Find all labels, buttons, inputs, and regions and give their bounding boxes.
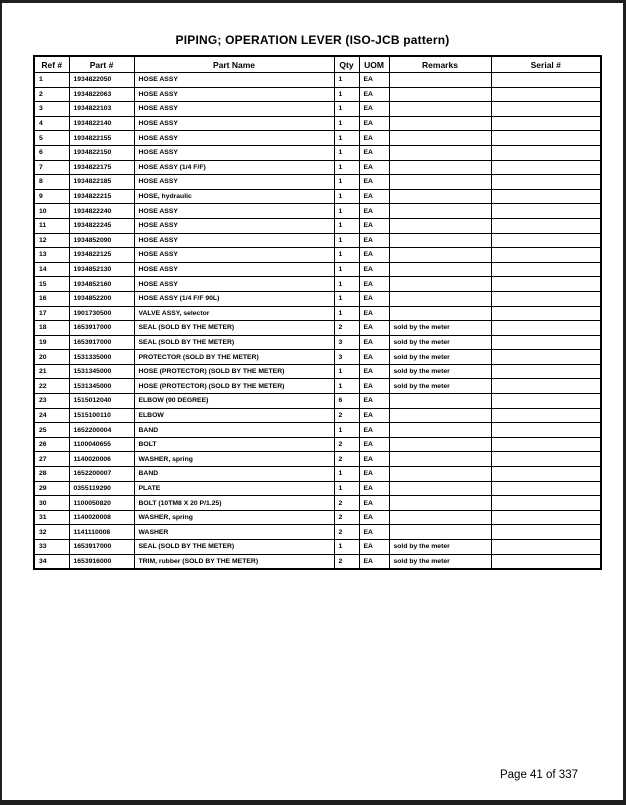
table-row bbox=[34, 496, 601, 511]
remarks-cell bbox=[389, 452, 491, 467]
qty-cell: 1 bbox=[334, 306, 359, 321]
part-number-cell: 1653917000 bbox=[69, 321, 134, 336]
table-row bbox=[34, 145, 601, 160]
qty-cell: 2 bbox=[334, 554, 359, 569]
qty-cell: 1 bbox=[334, 160, 359, 175]
part-name-cell: HOSE ASSY bbox=[134, 145, 334, 160]
serial-cell bbox=[491, 204, 601, 219]
uom-cell: EA bbox=[359, 364, 389, 379]
ref-cell: 23 bbox=[34, 394, 69, 409]
part-name-cell: ELBOW (90 DEGREE) bbox=[134, 394, 334, 409]
remarks-cell: sold by the meter bbox=[389, 335, 491, 350]
part-number-cell: 1531345000 bbox=[69, 364, 134, 379]
table-row bbox=[34, 87, 601, 102]
ref-cell: 25 bbox=[34, 423, 69, 438]
remarks-cell: sold by the meter bbox=[389, 321, 491, 336]
qty-cell: 1 bbox=[334, 189, 359, 204]
table-row bbox=[34, 452, 601, 467]
serial-cell bbox=[491, 321, 601, 336]
header-remarks: Remarks bbox=[389, 56, 491, 73]
remarks-cell bbox=[389, 175, 491, 190]
ref-cell: 16 bbox=[34, 291, 69, 306]
uom-cell: EA bbox=[359, 394, 389, 409]
serial-cell bbox=[491, 496, 601, 511]
part-number-cell: 1934852160 bbox=[69, 277, 134, 292]
page-number: Page 41 of 337 bbox=[499, 769, 578, 781]
uom-cell: EA bbox=[359, 379, 389, 394]
qty-cell: 1 bbox=[334, 233, 359, 248]
qty-cell: 2 bbox=[334, 496, 359, 511]
qty-cell: 1 bbox=[334, 102, 359, 117]
serial-cell bbox=[491, 233, 601, 248]
ref-cell: 12 bbox=[34, 233, 69, 248]
uom-cell: EA bbox=[359, 291, 389, 306]
header-qty: Qty bbox=[334, 56, 359, 73]
part-number-cell: 1100040655 bbox=[69, 437, 134, 452]
table-row bbox=[34, 160, 601, 175]
ref-cell: 26 bbox=[34, 437, 69, 452]
ref-cell: 22 bbox=[34, 379, 69, 394]
ref-cell: 27 bbox=[34, 452, 69, 467]
uom-cell: EA bbox=[359, 277, 389, 292]
part-number-cell: 1934822150 bbox=[69, 145, 134, 160]
ref-cell: 15 bbox=[34, 277, 69, 292]
part-number-cell: 1934822125 bbox=[69, 248, 134, 263]
ref-cell: 9 bbox=[34, 189, 69, 204]
remarks-cell: sold by the meter bbox=[389, 364, 491, 379]
remarks-cell bbox=[389, 262, 491, 277]
part-number-cell: 1934822185 bbox=[69, 175, 134, 190]
table-row bbox=[34, 379, 601, 394]
uom-cell: EA bbox=[359, 496, 389, 511]
remarks-cell bbox=[389, 291, 491, 306]
uom-cell: EA bbox=[359, 481, 389, 496]
serial-cell bbox=[491, 277, 601, 292]
ref-cell: 14 bbox=[34, 262, 69, 277]
table-row bbox=[34, 277, 601, 292]
part-number-cell: 1141110008 bbox=[69, 525, 134, 540]
ref-cell: 30 bbox=[34, 496, 69, 511]
ref-cell: 33 bbox=[34, 540, 69, 555]
part-name-cell: HOSE ASSY bbox=[134, 175, 334, 190]
part-name-cell: PLATE bbox=[134, 481, 334, 496]
remarks-cell bbox=[389, 160, 491, 175]
uom-cell: EA bbox=[359, 510, 389, 525]
part-name-cell: HOSE ASSY bbox=[134, 218, 334, 233]
ref-cell: 10 bbox=[34, 204, 69, 219]
remarks-cell bbox=[389, 408, 491, 423]
table-row bbox=[34, 102, 601, 117]
uom-cell: EA bbox=[359, 540, 389, 555]
remarks-cell bbox=[389, 496, 491, 511]
serial-cell bbox=[491, 408, 601, 423]
part-name-cell: HOSE ASSY bbox=[134, 233, 334, 248]
header-part: Part # bbox=[69, 56, 134, 73]
serial-cell bbox=[491, 437, 601, 452]
part-name-cell: HOSE (PROTECTOR) (SOLD BY THE METER) bbox=[134, 379, 334, 394]
part-number-cell: 0355119290 bbox=[69, 481, 134, 496]
ref-cell: 5 bbox=[34, 131, 69, 146]
remarks-cell: sold by the meter bbox=[389, 554, 491, 569]
part-name-cell: BOLT (10TM8 X 20 P/1.25) bbox=[134, 496, 334, 511]
uom-cell: EA bbox=[359, 233, 389, 248]
table-row bbox=[34, 291, 601, 306]
uom-cell: EA bbox=[359, 175, 389, 190]
remarks-cell bbox=[389, 218, 491, 233]
table-row bbox=[34, 131, 601, 146]
serial-cell bbox=[491, 510, 601, 525]
part-name-cell: BAND bbox=[134, 467, 334, 482]
qty-cell: 2 bbox=[334, 321, 359, 336]
uom-cell: EA bbox=[359, 160, 389, 175]
ref-cell: 6 bbox=[34, 145, 69, 160]
part-name-cell: WASHER, spring bbox=[134, 510, 334, 525]
serial-cell bbox=[491, 540, 601, 555]
part-number-cell: 1531345000 bbox=[69, 379, 134, 394]
serial-cell bbox=[491, 554, 601, 569]
table-row bbox=[34, 116, 601, 131]
qty-cell: 1 bbox=[334, 175, 359, 190]
serial-cell bbox=[491, 306, 601, 321]
qty-cell: 1 bbox=[334, 131, 359, 146]
ref-cell: 29 bbox=[34, 481, 69, 496]
part-name-cell: BAND bbox=[134, 423, 334, 438]
part-number-cell: 1934822155 bbox=[69, 131, 134, 146]
part-name-cell: HOSE ASSY bbox=[134, 87, 334, 102]
part-number-cell: 1934822175 bbox=[69, 160, 134, 175]
part-name-cell: PROTECTOR (SOLD BY THE METER) bbox=[134, 350, 334, 365]
remarks-cell bbox=[389, 87, 491, 102]
serial-cell bbox=[491, 116, 601, 131]
qty-cell: 3 bbox=[334, 350, 359, 365]
part-name-cell: SEAL (SOLD BY THE METER) bbox=[134, 335, 334, 350]
ref-cell: 18 bbox=[34, 321, 69, 336]
table-row bbox=[34, 233, 601, 248]
uom-cell: EA bbox=[359, 73, 389, 88]
ref-cell: 1 bbox=[34, 73, 69, 88]
table-row bbox=[34, 525, 601, 540]
part-name-cell: HOSE ASSY bbox=[134, 73, 334, 88]
ref-cell: 2 bbox=[34, 87, 69, 102]
serial-cell bbox=[491, 452, 601, 467]
uom-cell: EA bbox=[359, 467, 389, 482]
part-number-cell: 1515012040 bbox=[69, 394, 134, 409]
qty-cell: 1 bbox=[334, 218, 359, 233]
remarks-cell bbox=[389, 437, 491, 452]
part-name-cell: HOSE (PROTECTOR) (SOLD BY THE METER) bbox=[134, 364, 334, 379]
part-number-cell: 1653916000 bbox=[69, 554, 134, 569]
qty-cell: 1 bbox=[334, 262, 359, 277]
serial-cell bbox=[491, 102, 601, 117]
part-name-cell: HOSE ASSY (1/4 F/F 90L) bbox=[134, 291, 334, 306]
remarks-cell bbox=[389, 510, 491, 525]
parts-table-body bbox=[34, 73, 601, 570]
serial-cell bbox=[491, 175, 601, 190]
parts-table bbox=[33, 55, 602, 570]
uom-cell: EA bbox=[359, 262, 389, 277]
remarks-cell bbox=[389, 145, 491, 160]
serial-cell bbox=[491, 364, 601, 379]
qty-cell: 2 bbox=[334, 452, 359, 467]
table-row bbox=[34, 540, 601, 555]
serial-cell bbox=[491, 248, 601, 263]
part-name-cell: HOSE ASSY bbox=[134, 131, 334, 146]
part-name-cell: HOSE ASSY bbox=[134, 204, 334, 219]
remarks-cell: sold by the meter bbox=[389, 540, 491, 555]
part-name-cell: HOSE ASSY bbox=[134, 248, 334, 263]
qty-cell: 1 bbox=[334, 364, 359, 379]
part-name-cell: SEAL (SOLD BY THE METER) bbox=[134, 321, 334, 336]
qty-cell: 1 bbox=[334, 87, 359, 102]
uom-cell: EA bbox=[359, 335, 389, 350]
serial-cell bbox=[491, 218, 601, 233]
table-row bbox=[34, 510, 601, 525]
ref-cell: 32 bbox=[34, 525, 69, 540]
remarks-cell: sold by the meter bbox=[389, 350, 491, 365]
uom-cell: EA bbox=[359, 145, 389, 160]
uom-cell: EA bbox=[359, 350, 389, 365]
remarks-cell bbox=[389, 423, 491, 438]
qty-cell: 1 bbox=[334, 467, 359, 482]
serial-cell bbox=[491, 467, 601, 482]
part-name-cell: VALVE ASSY, selector bbox=[134, 306, 334, 321]
table-row bbox=[34, 335, 601, 350]
serial-cell bbox=[491, 262, 601, 277]
part-number-cell: 1652200004 bbox=[69, 423, 134, 438]
remarks-cell bbox=[389, 248, 491, 263]
ref-cell: 7 bbox=[34, 160, 69, 175]
uom-cell: EA bbox=[359, 102, 389, 117]
part-name-cell: TRIM, rubber (SOLD BY THE METER) bbox=[134, 554, 334, 569]
remarks-cell bbox=[389, 467, 491, 482]
serial-cell bbox=[491, 481, 601, 496]
ref-cell: 20 bbox=[34, 350, 69, 365]
ref-cell: 3 bbox=[34, 102, 69, 117]
remarks-cell bbox=[389, 394, 491, 409]
remarks-cell bbox=[389, 481, 491, 496]
qty-cell: 3 bbox=[334, 335, 359, 350]
part-name-cell: HOSE ASSY bbox=[134, 262, 334, 277]
qty-cell: 2 bbox=[334, 437, 359, 452]
table-row bbox=[34, 175, 601, 190]
part-name-cell: BOLT bbox=[134, 437, 334, 452]
uom-cell: EA bbox=[359, 321, 389, 336]
header-ref: Ref # bbox=[34, 56, 69, 73]
serial-cell bbox=[491, 423, 601, 438]
part-number-cell: 1934852200 bbox=[69, 291, 134, 306]
ref-cell: 28 bbox=[34, 467, 69, 482]
table-row bbox=[34, 481, 601, 496]
serial-cell bbox=[491, 335, 601, 350]
qty-cell: 1 bbox=[334, 145, 359, 160]
header-name: Part Name bbox=[134, 56, 334, 73]
part-number-cell: 1652200007 bbox=[69, 467, 134, 482]
part-number-cell: 1934822245 bbox=[69, 218, 134, 233]
remarks-cell bbox=[389, 131, 491, 146]
uom-cell: EA bbox=[359, 423, 389, 438]
remarks-cell bbox=[389, 73, 491, 88]
uom-cell: EA bbox=[359, 189, 389, 204]
ref-cell: 34 bbox=[34, 554, 69, 569]
part-number-cell: 1653917000 bbox=[69, 335, 134, 350]
part-name-cell: HOSE ASSY (1/4 F/F) bbox=[134, 160, 334, 175]
part-number-cell: 1934822140 bbox=[69, 116, 134, 131]
qty-cell: 1 bbox=[334, 291, 359, 306]
page-title: PIPING; OPERATION LEVER (ISO-JCB pattern) bbox=[175, 33, 450, 47]
uom-cell: EA bbox=[359, 204, 389, 219]
table-row bbox=[34, 364, 601, 379]
part-name-cell: HOSE ASSY bbox=[134, 277, 334, 292]
part-number-cell: 1515100110 bbox=[69, 408, 134, 423]
qty-cell: 2 bbox=[334, 525, 359, 540]
uom-cell: EA bbox=[359, 437, 389, 452]
remarks-cell bbox=[389, 116, 491, 131]
serial-cell bbox=[491, 145, 601, 160]
ref-cell: 31 bbox=[34, 510, 69, 525]
qty-cell: 1 bbox=[334, 423, 359, 438]
parts-table-header bbox=[34, 56, 601, 73]
part-number-cell: 1934822103 bbox=[69, 102, 134, 117]
part-number-cell: 1934822215 bbox=[69, 189, 134, 204]
ref-cell: 17 bbox=[34, 306, 69, 321]
part-name-cell: HOSE ASSY bbox=[134, 116, 334, 131]
part-number-cell: 1140020006 bbox=[69, 452, 134, 467]
serial-cell bbox=[491, 350, 601, 365]
qty-cell: 6 bbox=[334, 394, 359, 409]
remarks-cell bbox=[389, 525, 491, 540]
serial-cell bbox=[491, 73, 601, 88]
uom-cell: EA bbox=[359, 218, 389, 233]
serial-cell bbox=[491, 87, 601, 102]
table-row bbox=[34, 423, 601, 438]
part-name-cell: ELBOW bbox=[134, 408, 334, 423]
header-uom: UOM bbox=[359, 56, 389, 73]
qty-cell: 1 bbox=[334, 540, 359, 555]
qty-cell: 1 bbox=[334, 116, 359, 131]
qty-cell: 1 bbox=[334, 204, 359, 219]
part-name-cell: HOSE, hydraulic bbox=[134, 189, 334, 204]
serial-cell bbox=[491, 160, 601, 175]
uom-cell: EA bbox=[359, 87, 389, 102]
ref-cell: 4 bbox=[34, 116, 69, 131]
uom-cell: EA bbox=[359, 306, 389, 321]
part-number-cell: 1140020008 bbox=[69, 510, 134, 525]
ref-cell: 19 bbox=[34, 335, 69, 350]
ref-cell: 13 bbox=[34, 248, 69, 263]
uom-cell: EA bbox=[359, 116, 389, 131]
table-row bbox=[34, 394, 601, 409]
serial-cell bbox=[491, 291, 601, 306]
table-row bbox=[34, 321, 601, 336]
serial-cell bbox=[491, 131, 601, 146]
table-row bbox=[34, 204, 601, 219]
part-number-cell: 1531335000 bbox=[69, 350, 134, 365]
part-name-cell: WASHER bbox=[134, 525, 334, 540]
remarks-cell: sold by the meter bbox=[389, 379, 491, 394]
uom-cell: EA bbox=[359, 131, 389, 146]
part-name-cell: WASHER, spring bbox=[134, 452, 334, 467]
table-row bbox=[34, 408, 601, 423]
part-number-cell: 1934822240 bbox=[69, 204, 134, 219]
uom-cell: EA bbox=[359, 525, 389, 540]
part-number-cell: 1934822063 bbox=[69, 87, 134, 102]
ref-cell: 21 bbox=[34, 364, 69, 379]
remarks-cell bbox=[389, 204, 491, 219]
uom-cell: EA bbox=[359, 554, 389, 569]
ref-cell: 11 bbox=[34, 218, 69, 233]
table-row bbox=[34, 350, 601, 365]
serial-cell bbox=[491, 394, 601, 409]
table-row bbox=[34, 218, 601, 233]
remarks-cell bbox=[389, 102, 491, 117]
part-number-cell: 1100050820 bbox=[69, 496, 134, 511]
part-number-cell: 1934852130 bbox=[69, 262, 134, 277]
part-number-cell: 1934852090 bbox=[69, 233, 134, 248]
header-row bbox=[34, 56, 601, 73]
table-row bbox=[34, 306, 601, 321]
part-number-cell: 1901730500 bbox=[69, 306, 134, 321]
qty-cell: 1 bbox=[334, 73, 359, 88]
qty-cell: 2 bbox=[334, 510, 359, 525]
part-name-cell: SEAL (SOLD BY THE METER) bbox=[134, 540, 334, 555]
part-number-cell: 1934822050 bbox=[69, 73, 134, 88]
qty-cell: 1 bbox=[334, 248, 359, 263]
remarks-cell bbox=[389, 189, 491, 204]
table-row bbox=[34, 467, 601, 482]
table-row bbox=[34, 189, 601, 204]
remarks-cell bbox=[389, 306, 491, 321]
header-serial: Serial # bbox=[491, 56, 601, 73]
qty-cell: 2 bbox=[334, 408, 359, 423]
part-number-cell: 1653917000 bbox=[69, 540, 134, 555]
table-row bbox=[34, 73, 601, 88]
serial-cell bbox=[491, 379, 601, 394]
serial-cell bbox=[491, 525, 601, 540]
part-name-cell: HOSE ASSY bbox=[134, 102, 334, 117]
qty-cell: 1 bbox=[334, 277, 359, 292]
table-row bbox=[34, 437, 601, 452]
remarks-cell bbox=[389, 277, 491, 292]
table-row bbox=[34, 248, 601, 263]
qty-cell: 1 bbox=[334, 379, 359, 394]
uom-cell: EA bbox=[359, 452, 389, 467]
ref-cell: 24 bbox=[34, 408, 69, 423]
table-row bbox=[34, 262, 601, 277]
table-row bbox=[34, 554, 601, 569]
ref-cell: 8 bbox=[34, 175, 69, 190]
remarks-cell bbox=[389, 233, 491, 248]
serial-cell bbox=[491, 189, 601, 204]
uom-cell: EA bbox=[359, 248, 389, 263]
uom-cell: EA bbox=[359, 408, 389, 423]
qty-cell: 1 bbox=[334, 481, 359, 496]
